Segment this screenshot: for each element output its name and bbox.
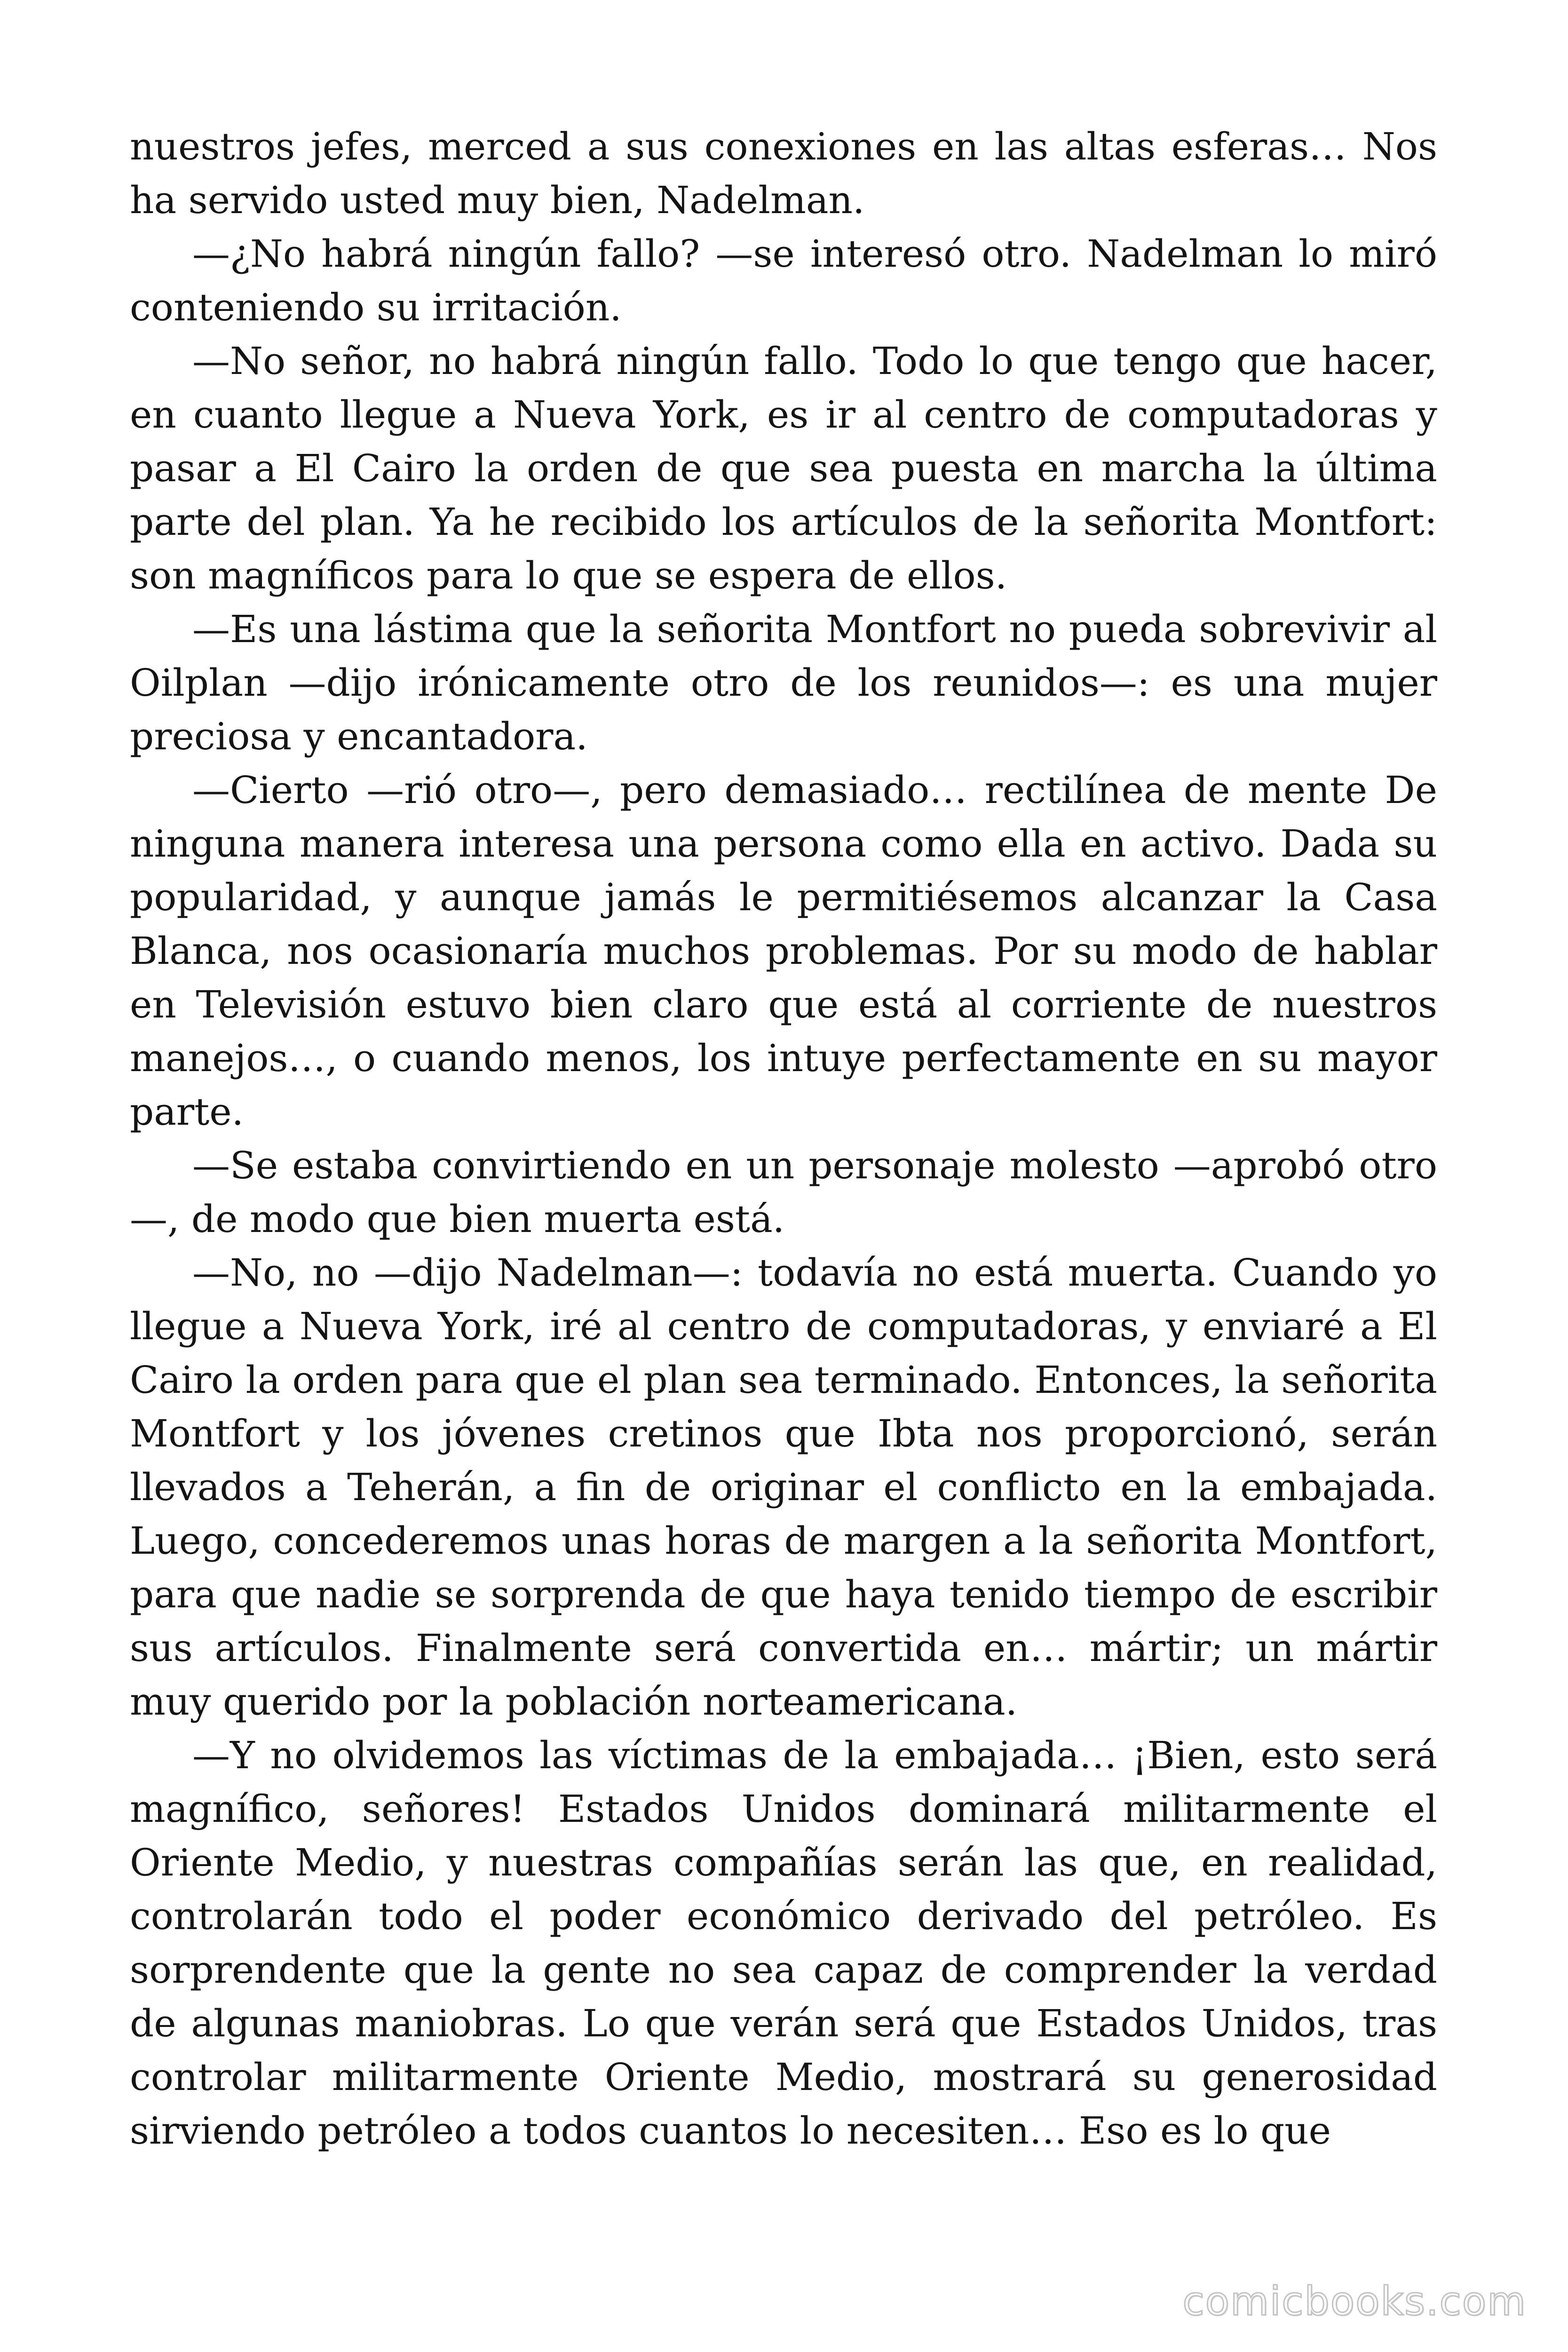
dialogue-paragraph: —Se estaba convirtiendo en un personaje molesto —aprobó otro —, de modo que bien muerta está.	[130, 1144, 1437, 1241]
watermark-text: comicbooks.com	[1182, 2278, 1527, 2324]
paragraph-continuation: nuestros jefes, merced a sus conexiones en las altas esferas… Nos ha servido usted muy bien, Nadelman.	[130, 125, 1437, 222]
page-text	[130, 120, 1437, 2158]
dialogue-paragraph: —Es una lástima que la señorita Montfort no pueda sobrevivir al Oilplan —dijo irónicamente otro de los reunidos—: es una mujer preciosa y encantadora.	[130, 607, 1437, 758]
dialogue-paragraph: —Y no olvidemos las víctimas de la embajada… ¡Bien, esto será magnífico, señores! Estados Unidos dominará militarmente el Oriente Medio, y nuestras compañías serán las que, en realidad, controlarán todo el poder económico derivado del petróleo. Es sorprendente que la gente no sea capaz de comprender la verdad de algunas maniobras. Lo que verán será que Estados Unidos, tras controlar militarmente Oriente Medio, mostrará su generosidad sirviendo petróleo a todos cuantos lo necesiten… Eso es lo que	[130, 1733, 1437, 2153]
dialogue-paragraph: —¿No habrá ningún fallo? —se interesó otro. Nadelman lo miró conteniendo su irritación.	[130, 232, 1437, 329]
dialogue-paragraph: —No señor, no habrá ningún fallo. Todo lo que tengo que hacer, en cuanto llegue a Nueva York, es ir al centro de computadoras y pasar a El Cairo la orden de que sea puesta en marcha la última parte del plan. Ya he recibido los artículos de la señorita Montfort: son magníficos para lo que se espera de ellos.	[130, 339, 1437, 597]
dialogue-paragraph: —No, no —dijo Nadelman—: todavía no está muerta. Cuando yo llegue a Nueva York, iré al centro de computadoras, y enviaré a El Cairo la orden para que el plan sea terminado. Entonces, la señorita Montfort y los jóvenes cretinos que Ibta nos proporcionó, serán llevados a Teherán, a fin de originar el conflicto en la embajada. Luego, concederemos unas horas de margen a la señorita Montfort, para que nadie se sorprenda de que haya tenido tiempo de escribir sus artículos. Finalmente será convertida en… mártir; un mártir muy querido por la población norteamericana.	[130, 1251, 1437, 1724]
dialogue-paragraph: —Cierto —rió otro—, pero demasiado… rectilínea de mente De ninguna manera interesa una persona como ella en activo. Dada su popularidad, y aunque jamás le permitiésemos alcanzar la Casa Blanca, nos ocasionaría muchos problemas. Por su modo de hablar en Televisión estuvo bien claro que está al corriente de nuestros manejos…, o cuando menos, los intuye perfectamente en su mayor parte.	[130, 768, 1437, 1134]
